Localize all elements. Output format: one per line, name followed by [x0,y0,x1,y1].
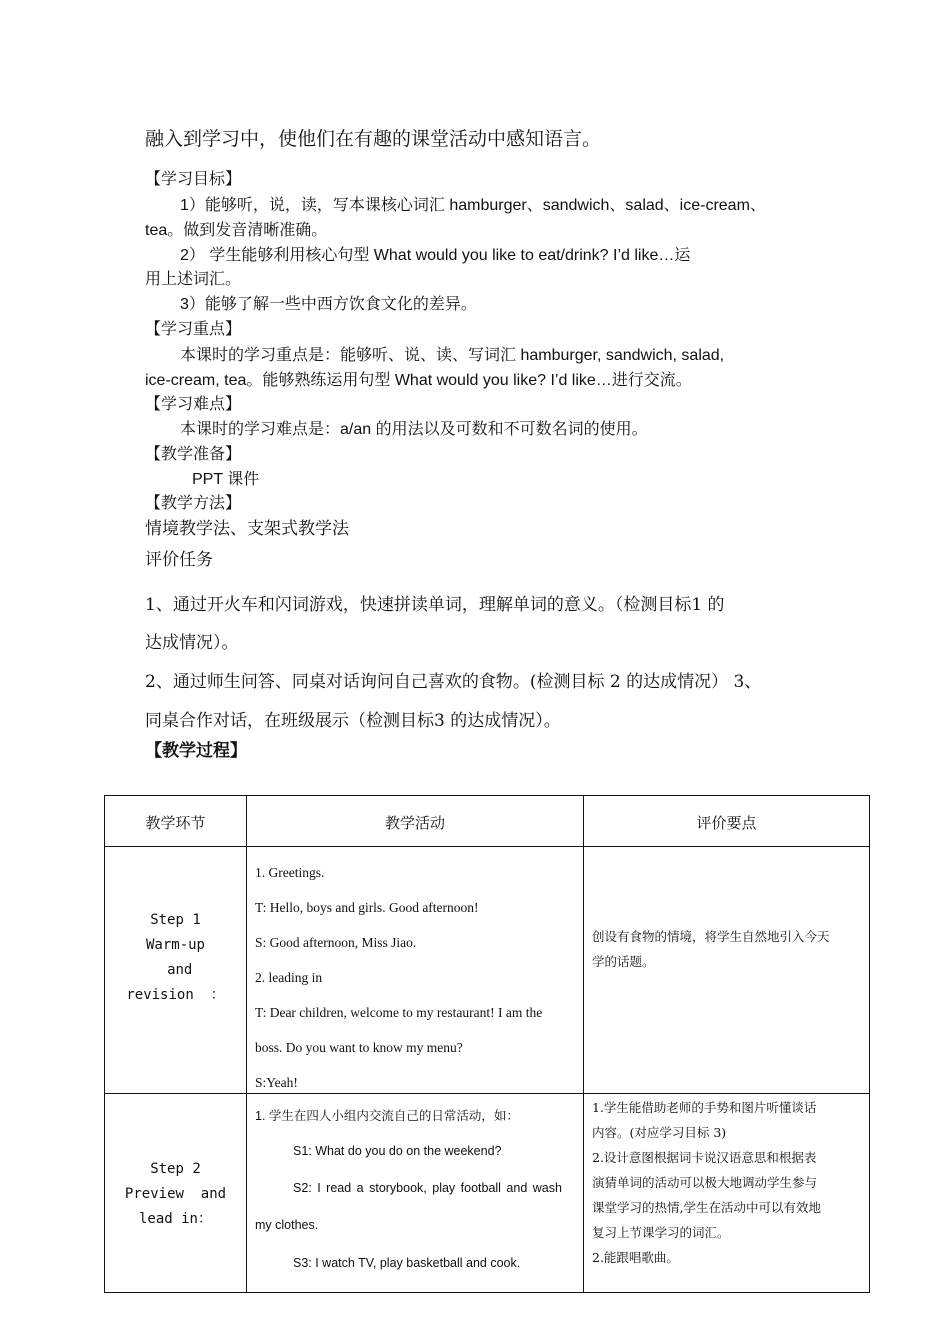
methods-line-1: 情境教学法、支架式教学法 [145,519,349,539]
evaluation-task-line-1: 1、通过开火车和闪词游戏，快速拼读单词，理解单词的意义。（检测目标1 的 [145,595,725,615]
preparation-line-1: PPT 课件 [192,471,260,488]
row-2-evaluation-line: 演猜单词的活动可以极大地调动学生参与 [592,1175,818,1190]
row-2-activity-line: S2: I read a storybook, play football and wash [293,1181,562,1195]
objective-1-line-1: 1）能够听，说，读，写本课核心词汇 hamburger、sandwich、salad、ice-cream、 [180,197,766,214]
row-2-evaluation-line: 课堂学习的热情,学生在活动中可以有效地 [592,1200,821,1215]
table-divider-row [104,1093,870,1094]
row-2-activity-line: S3: I watch TV, play basketball and cook. [293,1256,521,1270]
difficulties-heading: 【学习难点】 [145,394,242,413]
row-2-step: Step 2 Preview and lead in： [124,1161,227,1227]
process-heading: 【教学过程】 [145,741,247,761]
evaluation-task-line-2: 达成情况）。 [145,633,239,653]
table-border-bottom [104,1292,870,1293]
evaluation-task-line-3: 2、通过师生问答、同桌对话询问自己喜欢的食物。(检测目标 2 的达成情况） 3、 [145,672,762,692]
key-points-heading: 【学习重点】 [145,319,242,338]
intro-line: 融入到学习中，使他们在有趣的课堂活动中感知语言。 [145,128,602,150]
row-1-activity-line: T: Hello, boys and girls. Good afternoon! [255,900,479,915]
row-2-activity-line: 1. 学生在四人小组内交流自己的日常活动，如： [255,1109,519,1123]
objectives-heading: 【学习目标】 [145,169,242,188]
table-divider-header [104,846,870,847]
header-evaluation-points: 评价要点 [696,814,757,832]
row-1-activity-line: 2. leading in [255,970,323,985]
row-1-evaluation-line: 创设有食物的情境，将学生自然地引入今天 [592,929,830,944]
header-teaching-stage: 教学环节 [145,814,206,832]
table-divider-col-1 [246,795,247,1293]
row-1-step: Step 1 Warm-up and revision ： [126,912,225,1003]
header-teaching-activity: 教学活动 [384,814,445,832]
row-2-evaluation-line: 复习上节课学习的词汇。 [592,1225,730,1240]
evaluation-task-line-4: 同桌合作对话，在班级展示（检测目标3 的达成情况）。 [145,711,561,731]
table-divider-col-2 [583,795,584,1293]
objective-3: 3）能够了解一些中西方饮食文化的差异。 [180,296,477,313]
row-1-evaluation-line: 学的话题。 [592,954,655,969]
row-2-evaluation-line: 1.学生能借助老师的手势和图片听懂谈话 [592,1100,817,1115]
preparation-heading: 【教学准备】 [145,444,242,463]
row-1-activity-line: boss. Do you want to know my menu? [255,1040,463,1055]
table-border-right [869,795,870,1293]
table-border-top [104,795,870,796]
objective-2-line-2: 用上述词汇。 [145,271,242,288]
key-points-line-1: 本课时的学习重点是：能够听、说、读、写词汇 hamburger, sandwich, salad, [180,347,725,364]
evaluation-tasks-heading: 评价任务 [145,550,213,570]
objective-2-line-1: 2） 学生能够利用核心句型 What would you like to eat/drink? I’d like…运 [180,247,691,264]
row-1-activity-line: 1. Greetings. [255,865,325,880]
difficulties-line-1: 本课时的学习难点是：a/an 的用法以及可数和不可数名词的使用。 [180,421,648,438]
methods-heading: 【教学方法】 [145,493,242,512]
objective-1-line-2: tea。做到发音清晰准确。 [145,222,328,239]
row-1-activity-line: S:Yeah! [255,1075,298,1090]
row-2-evaluation-line: 2.能跟唱歌曲。 [592,1250,679,1265]
row-1-activity-line: S: Good afternoon, Miss Jiao. [255,935,417,950]
key-points-line-2: ice-cream, tea。能够熟练运用句型 What would you like? I’d like…进行交流。 [145,372,692,389]
row-2-evaluation-line: 2.设计意图根据词卡说汉语意思和根据表 [592,1150,817,1165]
row-1-activity-line: T: Dear children, welcome to my restaurant! I am the [255,1005,543,1020]
row-2-activity-line: my clothes. [255,1218,319,1232]
row-2-activity-line: S1: What do you do on the weekend? [293,1144,502,1158]
row-2-evaluation-line: 内容。(对应学习目标 3) [592,1125,727,1140]
